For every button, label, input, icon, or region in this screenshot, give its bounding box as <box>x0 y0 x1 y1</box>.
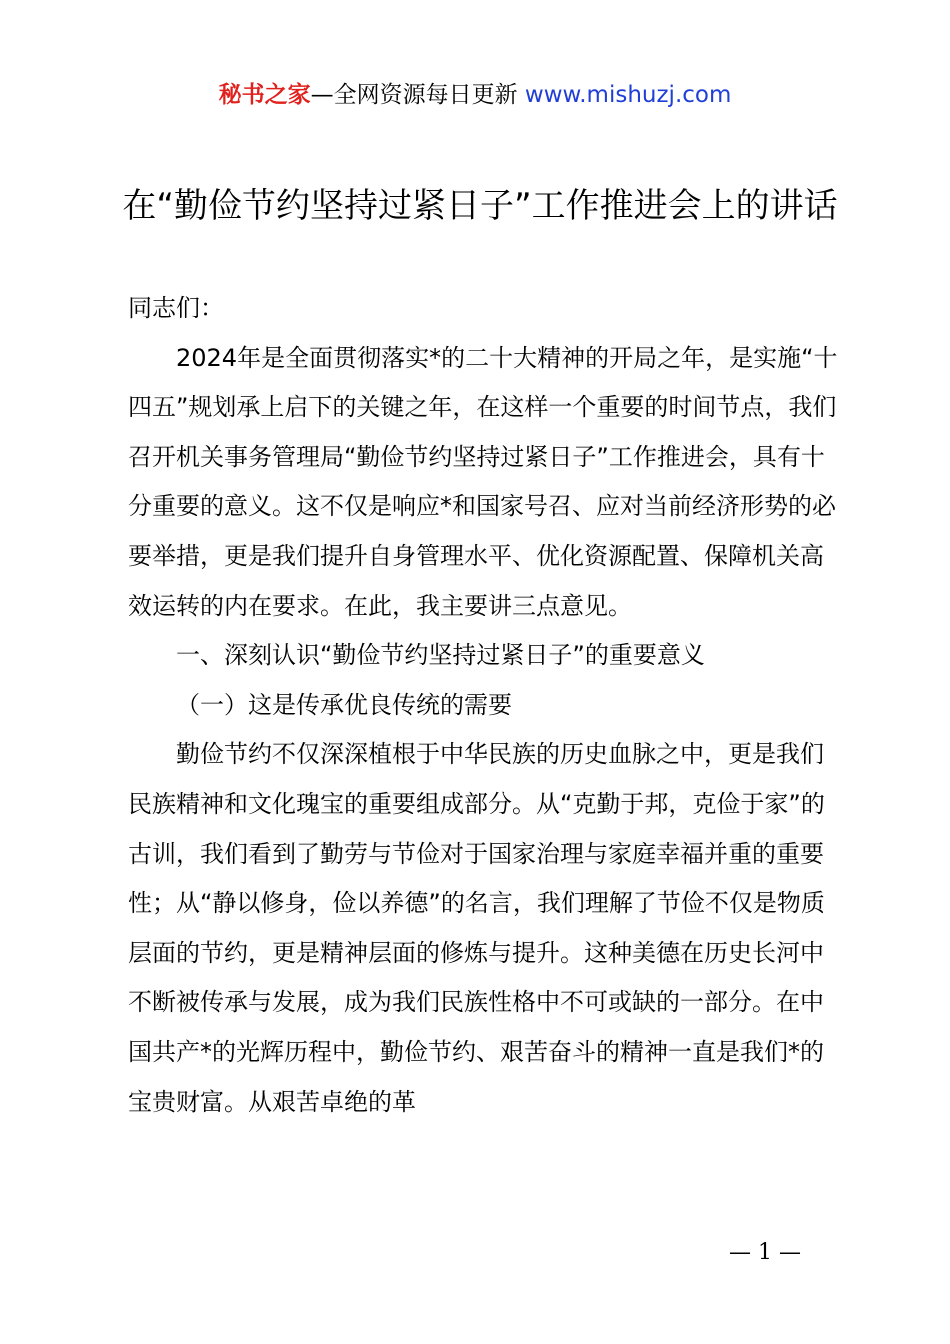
paragraph-intro: 2024年是全面贯彻落实*的二十大精神的开局之年，是实施“十四五”规划承上启下的关键之年，在这样一个重要的时间节点，我们召开机关事务管理局“勤俭节约坚持过紧日子”工作推进会，具有十分重要的意义。这不仅是响应*和国家号召、应对当前经济形势的必要举措，更是我们提升自身管理水平、优化资源配置、保障机关高效运转的内在要求。在此，我主要讲三点意见。 <box>128 343 838 620</box>
salutation: 同志们： <box>128 294 224 322</box>
section-heading: 一、深刻认识“勤俭节约坚持过紧日子”的重要意义 <box>176 641 705 670</box>
document-body <box>128 284 838 1127</box>
subsection-heading: （一）这是传承优良传统的需要 <box>176 690 512 719</box>
site-slogan: —全网资源每日更新 <box>310 82 518 108</box>
site-header <box>0 78 950 112</box>
page-number: — 1 — <box>729 1240 801 1265</box>
site-url: www.mishuzj.com <box>524 82 732 108</box>
document-title: 在“勤俭节约坚持过紧日子”工作推进会上的讲话 <box>122 186 838 226</box>
paragraph-tradition: 勤俭节约不仅深深植根于中华民族的历史血脉之中，更是我们民族精神和文化瑰宝的重要组成部分。从“克勤于邦，克俭于家”的古训，我们看到了勤劳与节俭对于国家治理与家庭幸福并重的重要性；从“静以修身，俭以养德”的名言，我们理解了节俭不仅是物质层面的节约，更是精神层面的修炼与提升。这种美德在历史长河中不断被传承与发展，成为我们民族性格中不可或缺的一部分。在中国共产*的光辉历程中，勤俭节约、艰苦奋斗的精神一直是我们*的宝贵财富。从艰苦卓绝的革 <box>128 740 825 1116</box>
site-brand: 秘书之家 <box>218 82 311 108</box>
